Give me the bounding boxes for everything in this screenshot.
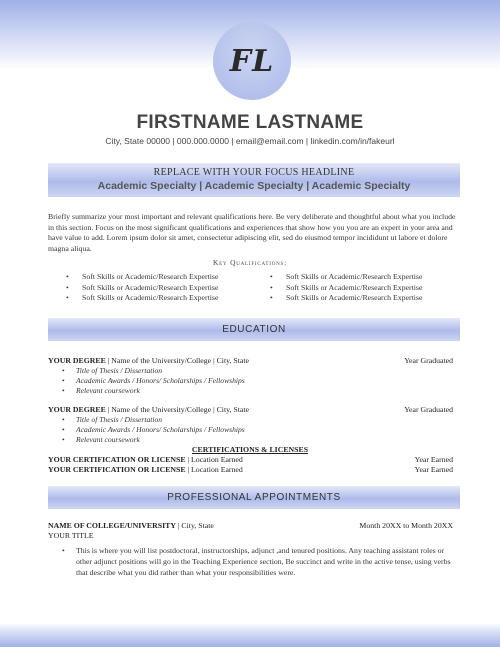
bullet-icon: • [62,386,65,396]
certification-location: | Location Earned [185,465,243,474]
list-item: • Relevant coursework [62,435,140,445]
bottom-gradient-band [0,623,500,647]
skill-item: • Soft Skills or Academic/Research Expertise [270,293,423,302]
list-item: • Title of Thesis / Dissertation [62,415,163,424]
bullet-icon: • [62,366,65,375]
skill-item: • Soft Skills or Academic/Research Expertise [270,272,423,281]
certification-year: Year Earned [414,455,453,464]
list-item: • Academic Awards / Honors/ Scholarships / Fellowships [62,376,245,386]
skill-item: • Soft Skills or Academic/Research Expertise [270,282,423,292]
key-qualifications-heading: Key Qualifications: [213,258,287,267]
bullet-icon: • [66,293,69,302]
focus-headline: REPLACE WITH YOUR FOCUS HEADLINE [153,167,355,178]
degree-details: | Name of the University/College | City, State [105,356,249,365]
certification-name: YOUR CERTIFICATION OR LICENSE [48,465,186,474]
duty-text: This is where you will list postdoctoral, instructorships, adjunct ,and tenured positions. Any teaching assistant roles or other adjunct positions will go in the Teaching Experience section, Be succinct and write in the active tense, using verbs that describe what you did rather than what your responsibilities were. [76,546,451,577]
bullet-icon: • [62,415,65,424]
certification-row [48,465,453,474]
degree-row [48,405,453,414]
list-item: • Title of Thesis / Dissertation [62,366,163,375]
skills-list-left [66,272,246,304]
bullet-icon: • [66,272,69,281]
skills-list-right [270,272,450,304]
bullet-icon: • [270,282,273,292]
bullet-icon: • [270,293,273,302]
list-item: • Relevant coursework [62,386,140,396]
certifications-heading: CERTIFICATIONS & LICENSES [191,445,309,454]
degree-name: YOUR DEGREE [48,356,106,365]
education-heading: EDUCATION [48,318,460,341]
degree-year: Year Graduated [404,405,453,414]
skill-item: • Soft Skills or Academic/Research Expertise [66,293,219,302]
skill-item: • Soft Skills or Academic/Research Expertise [66,272,219,281]
academic-specialties: Academic Specialty | Academic Specialty | Academic Specialty [97,180,411,192]
certification-row [48,455,453,464]
headline-banner [48,163,460,197]
appointment-row [48,521,453,530]
certification-year: Year Earned [414,465,453,474]
skill-item: • Soft Skills or Academic/Research Expertise [66,282,219,292]
appointment-duty [62,546,458,578]
professional-appointments-heading: PROFESSIONAL APPOINTMENTS [48,486,460,509]
certification-location: | Location Earned [185,455,243,464]
monogram-initials: FL [229,43,275,79]
certification-name: YOUR CERTIFICATION OR LICENSE [48,455,186,464]
degree-details: | Name of the University/College | City, State [105,405,249,414]
bullet-icon: • [270,272,273,281]
institution-location: | City, State [175,521,214,530]
degree-row [48,356,453,365]
degree-details-list [62,366,245,397]
degree-details-list [62,415,245,446]
candidate-name: FIRSTNAME LASTNAME [136,112,364,133]
bullet-icon: • [66,282,69,292]
bullet-icon: • [62,435,65,445]
bullet-icon: • [62,546,65,555]
appointment-dates: Month 20XX to Month 20XX [359,521,453,530]
degree-name: YOUR DEGREE [48,405,106,414]
monogram-logo [213,22,291,100]
list-item: • Academic Awards / Honors/ Scholarships / Fellowships [62,425,245,435]
contact-line: City, State 00000 | 000.000.0000 | email@email.com | linkedin.com/in/fakeurl [105,136,395,146]
bullet-icon: • [62,425,65,435]
summary-paragraph: Briefly summarize your most important and relevant qualifications here. Be very deliberate and thoughtful about what you include in this section. Focus on the most significant qualifications and experiences that show how you you are an expert in your area and have value to add. Lorem ipsum dolor sit amet, consectetur adipiscing elit, sed do eiusmod tempor incididunt ut labore et dolore magna aliqua. [48,212,456,253]
institution-name: NAME OF COLLEGE/UNIVERSITY [48,521,176,530]
bullet-icon: • [62,376,65,386]
job-title: YOUR TITLE [48,531,94,540]
degree-year: Year Graduated [404,356,453,365]
